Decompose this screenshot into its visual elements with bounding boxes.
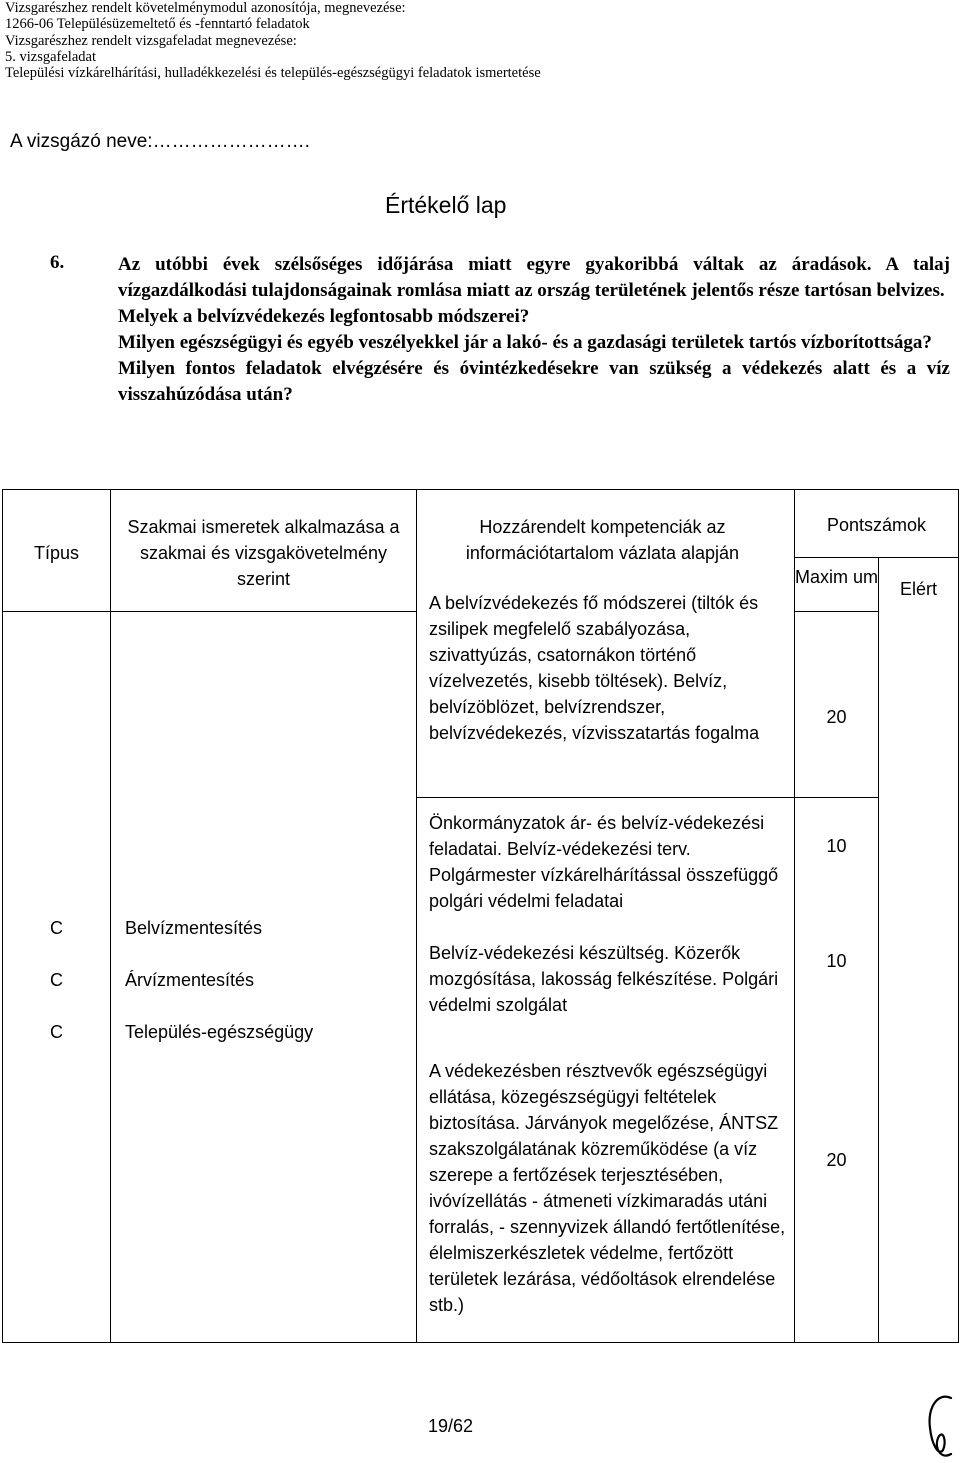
type-cell (3, 612, 111, 1343)
header-knowledge: Szakmai ismeretek alkalmazása a szakmai és vizsgakövetelmény szerint (111, 490, 417, 612)
max-points-value: 20 (826, 1150, 847, 1170)
module-cell (111, 612, 417, 1343)
page-number: 19/62 (428, 1416, 474, 1436)
question-text (118, 252, 950, 408)
question-paragraph: Milyen egészségügyi és egyéb veszélyekkel jár a lakó- és a gazdasági területek tartós vízborítottsága? (118, 332, 932, 353)
competence-cell (417, 798, 795, 1343)
competence-item: Önkormányzatok ár- és belvíz-védekezési feladatai. Belvíz-védekezési terv. Polgármester vízkárelhárítással összefüggő polgári védelmi feladatai (429, 813, 779, 911)
module-name: Település-egészségügy (125, 1022, 314, 1042)
question-paragraph: Melyek a belvízvédekezés legfontosabb módszerei? (118, 306, 530, 327)
header-line: Vizsgarészhez rendelt követelménymodul azonosítója, megnevezése: (5, 0, 406, 16)
header-line: Települési vízkárelhárítási, hulladékkezelési és település-egészségügyi feladatok ismertetése (5, 65, 541, 82)
max-points-value: 10 (826, 951, 847, 971)
header-achieved: Elért (879, 558, 959, 1343)
type-code: C (50, 970, 63, 990)
competence-item: A védekezésben résztvevők egészségügyi ellátása, közegészségügyi feltételek biztosítása. Járványok megelőzése, ÁNTSZ szakszolgálatának közreműködése (a víz szerepe a fertőzések terjesztésében, ivóvízellátás - átmeneti vízkimaradás utáni forralás, - szennyvizek állandó fertőtlenítése, élelmiszerkészletek védelme, fertőzött területek lezárása, védőoltások elrendelése stb.) (429, 1061, 786, 1315)
header-max-points: Maxim um (795, 558, 879, 612)
header-line: 1266-06 Településüzemeltető és -fenntartó feladatok (5, 16, 310, 33)
module-name: Árvízmentesítés (125, 970, 255, 990)
page-title: Értékelő lap (385, 192, 507, 218)
header-competence: Hozzárendelt kompetenciák az információtartalom vázlata alapján (465, 517, 740, 563)
question-paragraph: Az utóbbi évek szélsőséges időjárása miatt egyre gyakoribbá váltak az áradások. A talaj vízgazdálkodási tulajdonságainak romlása miatt az ország területének jelentős része tartósan belvizes. (118, 254, 950, 301)
header-points: Pontszámok (795, 490, 959, 558)
question-paragraph: Milyen fontos feladatok elvégzésére és óvintézkedésekre van szükség a védekezés alatt és a víz visszahúzódása után? (118, 358, 950, 405)
examinee-name-field: A vizsgázó neve:……………………. (10, 131, 310, 152)
document-header (5, 0, 541, 81)
competence-item: A belvízvédekezés fő módszerei (tiltók és zsilipek megfelelő szabályozása, szivattyúzás, csatornákon történő vízelvezetés, kisebb töltések). Belvíz, belvízöblözet, belvízrendszer, belvízvédekezés, vízvisszatartás fogalma (429, 593, 760, 743)
type-code: C (50, 1022, 63, 1042)
points-cell (795, 798, 879, 1343)
competence-cell (417, 490, 795, 798)
header-type: Típus (3, 490, 111, 612)
header-line: 5. vizsgafeladat (5, 48, 96, 65)
grading-table (2, 489, 959, 1343)
competence-item: Belvíz-védekezési készültség. Közerők mozgósítása, lakosság felkészítése. Polgári védelmi szolgálat (429, 943, 779, 1015)
signature-mark (921, 1388, 959, 1463)
max-points-value: 20 (795, 612, 879, 798)
header-line: Vizsgarészhez rendelt vizsgafeladat megnevezése: (5, 32, 297, 49)
question-number: 6. (50, 252, 65, 273)
module-name: Belvízmentesítés (125, 918, 263, 938)
max-points-value: 10 (826, 836, 847, 856)
type-code: C (50, 918, 63, 938)
